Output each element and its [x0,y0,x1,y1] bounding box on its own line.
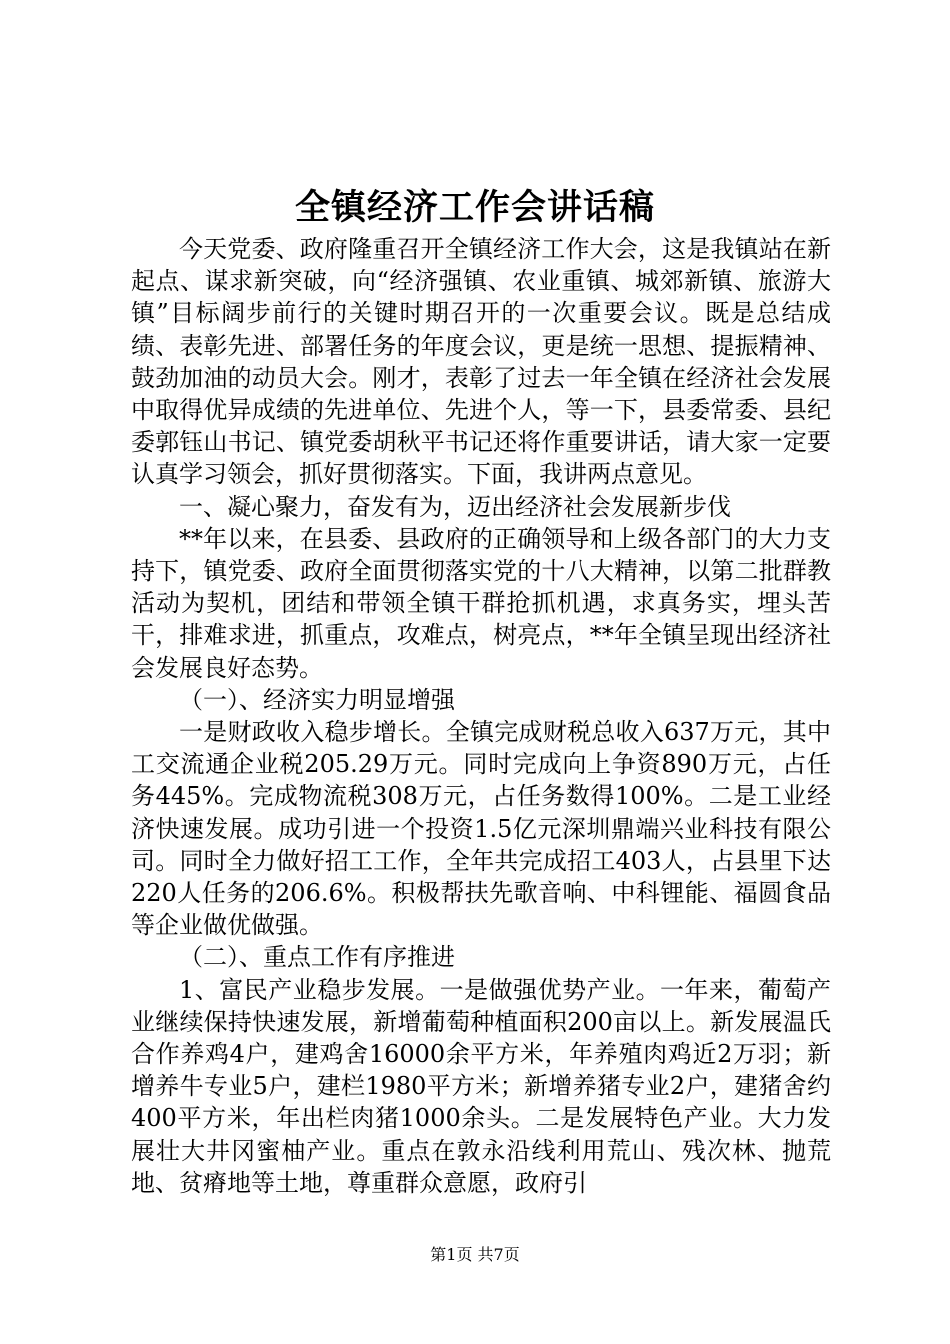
heading-subsection-1: （一）、经济实力明显增强 [179,685,455,714]
page-number-footer: 第1页 共7页 [430,1245,520,1264]
paragraph-economic-strength: 一是财政收入稳步增长。全镇完成财税总收入637万元，其中工交流通企业税205.29万元。同时完成向上争资890万元，占任务445%。完成物流税308万元，占任务数得100%。二是工业经济快速发展。成功引进一个投资1.5亿元深圳鼎端兴业科技有限公司。同时全力做好招工工作，全年共完成招工403人，占县里下达220人任务的206.6%。积极帮扶先歌音响、中科锂能、福圆食品等企业做优做强。 [131,718,831,940]
document-body [131,233,831,1199]
document-title: 全镇经济工作会讲话稿 [294,187,655,228]
heading-subsection-2: （二）、重点工作有序推进 [179,943,455,972]
paragraph-opening: 今天党委、政府隆重召开全镇经济工作大会，这是我镇站在新起点、谋求新突破，向“经济强镇、农业重镇、城郊新镇、旅游大镇”目标阔步前行的关键时期召开的一次重要会议。既是总结成绩、表彰先进、部署任务的年度会议，更是统一思想、提振精神、鼓劲加油的动员大会。刚才，表彰了过去一年全镇在经济社会发展中取得优异成绩的先进单位、先进个人，等一下，县委常委、县纪委郭钰山书记、镇党委胡秋平书记还将作重要讲话，请大家一定要认真学习领会，抓好贯彻落实。下面，我讲两点意见。 [131,235,831,489]
paragraph-section-1-intro: **年以来，在县委、县政府的正确领导和上级各部门的大力支持下，镇党委、政府全面贯彻落实党的十八大精神，以第二批群教活动为契机，团结和带领全镇干群抢抓机遇，求真务实，埋头苦干，排难求进，抓重点，攻难点，树亮点，**年全镇呈现出经济社会发展良好态势。 [131,524,831,682]
paragraph-key-work: 1、富民产业稳步发展。一是做强优势产业。一年来，葡萄产业继续保持快速发展，新增葡萄种植面积200亩以上。新发展温氏合作养鸡4户，建鸡舍16000余平方米，年养殖肉鸡近2万羽；新增养牛专业5户，建栏1980平方米；新增养猪专业2户，建猪舍约400平方米，年出栏肉猪1000余头。二是发展特色产业。大力发展壮大井冈蜜柚产业。重点在敦永沿线利用荒山、残次林、抛荒地、贫瘠地等土地，尊重群众意愿，政府引 [131,975,831,1197]
heading-section-1: 一、凝心聚力，奋发有为，迈出经济社会发展新步伐 [179,492,731,521]
